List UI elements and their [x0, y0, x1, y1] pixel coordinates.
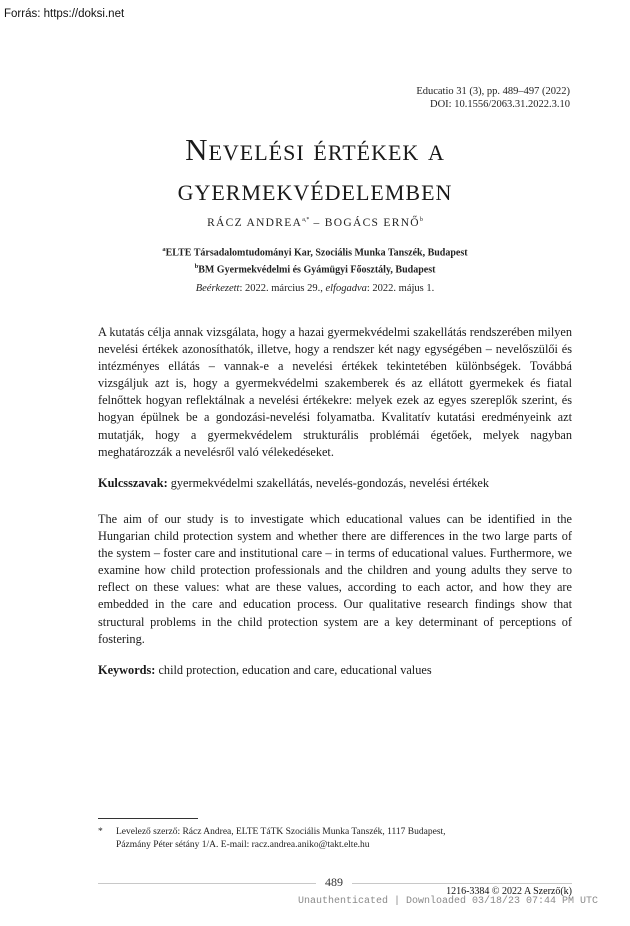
author-separator: –	[309, 217, 325, 229]
keywords-english-label: Keywords:	[98, 663, 156, 677]
abstract-english: The aim of our study is to investigate which educational values can be identified in the Hungarian child protection system and whether there are differences in the two large parts of the system – foster care and institutional care – in terms of educational values. Furthermore, we examine how child protection professionals and the children and young adults they serve to reflect on these values: what are these values, according to each actor, and how they are embedded in the care and education process. Our qualitative research findings show that structural problems in the child protection system are a key determinant of perceptions of fostering.	[98, 512, 572, 646]
footnote-line-2: Pázmány Péter sétány 1/A. E-mail: racz.andrea.aniko@takt.elte.hu	[116, 840, 370, 850]
abstract-hungarian: A kutatás célja annak vizsgálata, hogy a hazai gyermekvédelmi szakellátás rendszerében milyen nevelési értékek azonosíthatók, illetve, hogy a rendszer két nagy egységében – nevelőszülői és intézményes ellátás – vannak-e a nevelési értékek tekintetében különbségek. Továbbá vizsgáljuk azt is, hogy a gyermekvédelmi szakemberek és az ellátott gyermekek és fiatal felnőttek hogyan reflektálnak a nevelési értékekre: melyek ezek az egyes szereplők szerint, és hogyan épülnek be a gondozási-nevelési folyamatba. Kvalitatív kutatási eredményeink azt mutatják, hogy a gyermekvédelem strukturális problémái égetőek, melyek nagyban meghatározzák a nevelésről való vélekedéseket.	[98, 325, 572, 459]
journal-citation	[416, 85, 570, 111]
keywords-hungarian-text: gyermekvédelmi szakellátás, nevelés-gondozás, nevelési értékek	[167, 476, 489, 490]
paper-title	[0, 130, 630, 210]
title-line-1: Nevelési értékek a	[185, 132, 445, 167]
affiliation-a	[0, 243, 630, 260]
keywords-english-text: child protection, education and care, educational values	[155, 663, 432, 677]
keywords-hungarian	[98, 475, 572, 492]
page-number-rule-left	[98, 883, 316, 884]
author-1: RÁCZ ANDREA	[207, 217, 303, 229]
citation-volume: Educatio 31 (3), pp. 489–497 (2022)	[416, 86, 570, 97]
accepted-date: : 2022. május 1.	[366, 283, 435, 294]
author-2-affiliation-mark: b	[419, 217, 423, 224]
issn-copyright: 1216-3384 © 2022 A Szerző(k)	[446, 886, 572, 897]
keywords-english	[98, 662, 572, 679]
keywords-hungarian-label: Kulcsszavak:	[98, 476, 168, 490]
footnote-text	[116, 826, 556, 852]
affiliation-a-text: ELTE Társadalomtudományi Kar, Szociális Munka Tanszék, Budapest	[165, 247, 468, 259]
download-notice: Unauthenticated | Downloaded 03/18/23 07:44 PM UTC	[297, 896, 598, 907]
page-number-rule-right	[352, 883, 572, 884]
affiliation-b	[0, 260, 630, 277]
received-date: : 2022. március 29.,	[239, 283, 326, 294]
page-number: 489	[325, 875, 343, 889]
accepted-label: elfogadva	[325, 283, 367, 294]
title-line-2: gyermekvédelemben	[177, 172, 453, 207]
footnote-mark: *	[98, 827, 103, 837]
affiliation-a-mark: a	[162, 246, 166, 253]
affiliation-b-text: BM Gyermekvédelmi és Gyámügyi Főosztály, Budapest	[198, 264, 436, 276]
submission-dates	[0, 283, 630, 294]
author-list	[0, 217, 630, 229]
received-label: Beérkezett	[195, 283, 240, 294]
affiliations	[0, 243, 630, 278]
footnote-divider	[98, 818, 198, 819]
footnote-line-1: Levelező szerző: Rácz Andrea, ELTE TáTK Szociális Munka Tanszék, 1117 Budapest,	[116, 827, 446, 837]
citation-doi: DOI: 10.1556/2063.31.2022.3.10	[430, 99, 570, 110]
source-watermark[interactable]: Forrás: https://doksi.net	[4, 8, 125, 20]
affiliation-b-mark: b	[194, 263, 199, 271]
author-1-affiliation-mark: a,*	[302, 217, 310, 224]
author-2: BOGÁCS ERNŐ	[324, 217, 420, 229]
